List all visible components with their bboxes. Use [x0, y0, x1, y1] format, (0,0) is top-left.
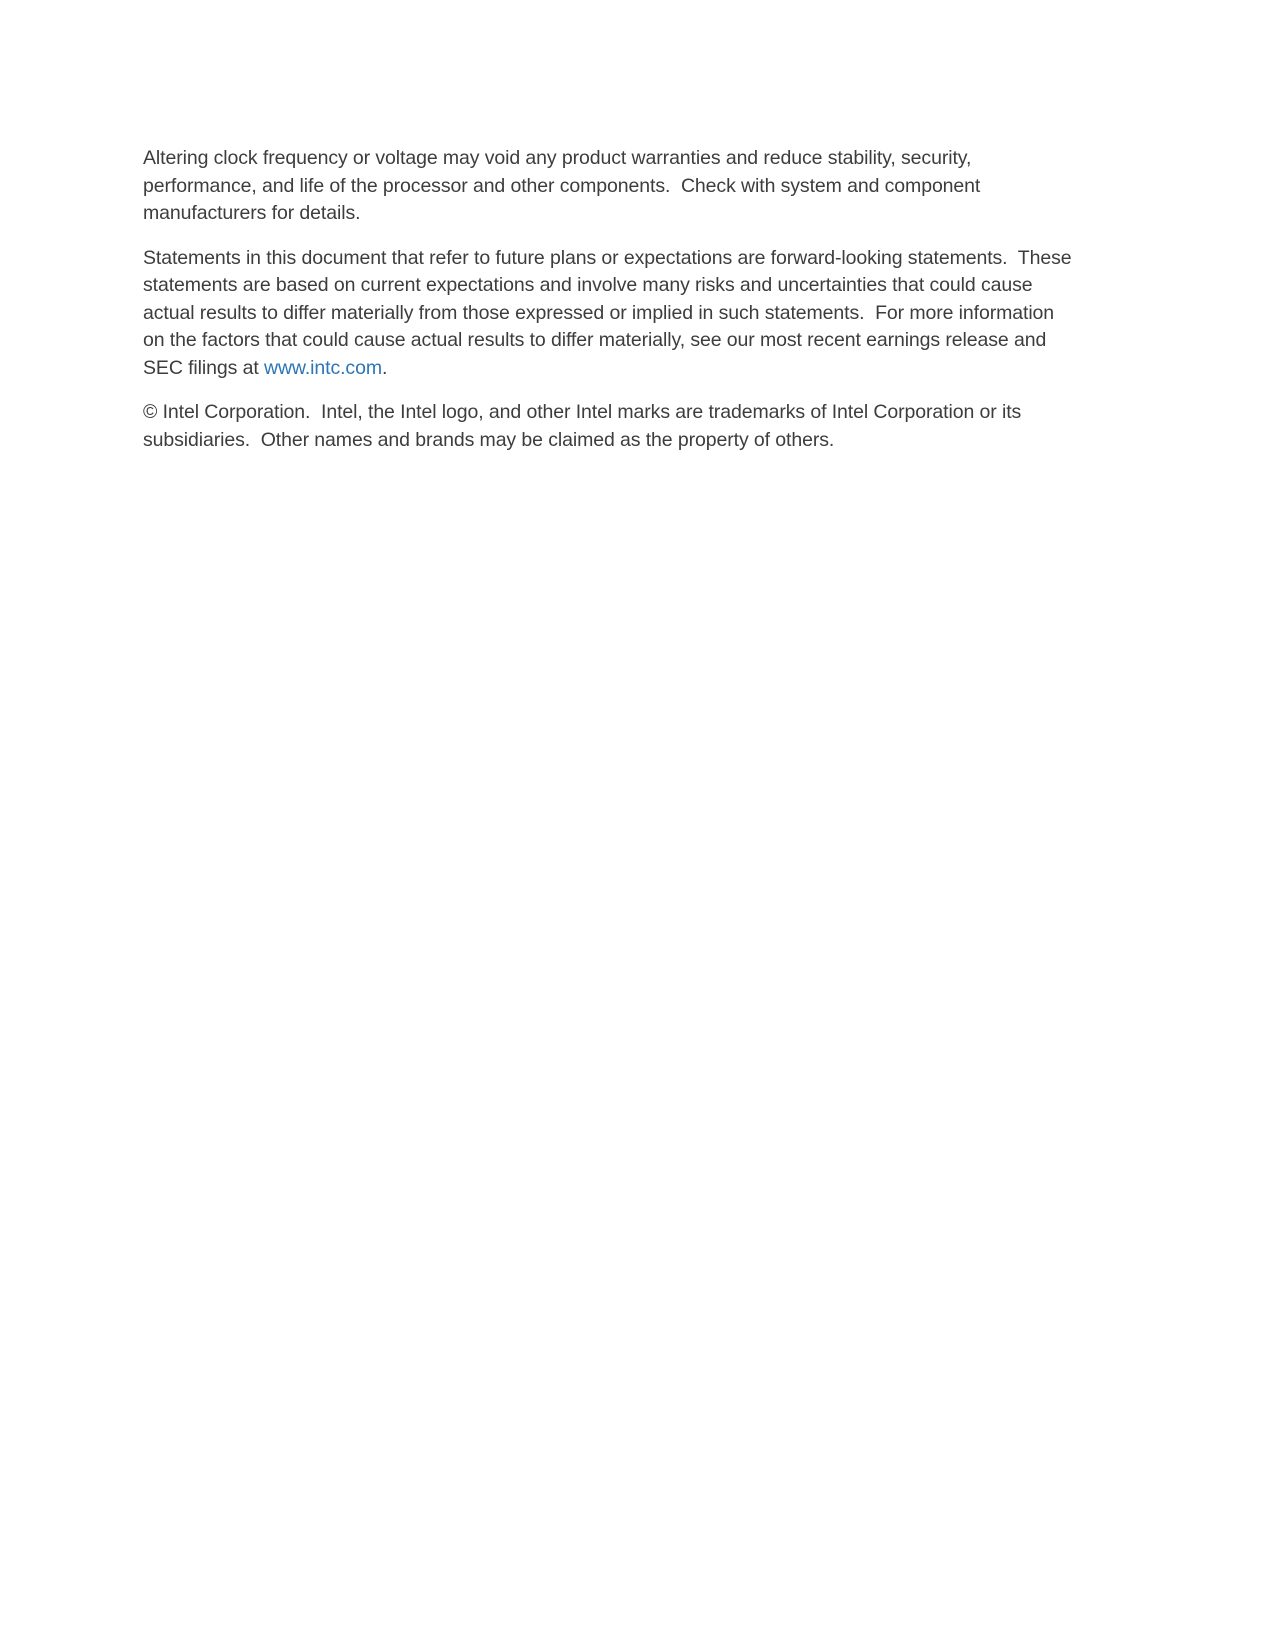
paragraph-warranty-disclaimer: Altering clock frequency or voltage may void any product warranties and reduce stability, security, performance, and life of the processor and other components. Check with system and component manufacturers for details.: [143, 147, 986, 224]
document-body: [143, 145, 1075, 454]
forward-looking-text: Statements in this document that refer to future plans or expectations are forward-looking statements. These statements are based on current expectations and involve many risks and uncertainties that could cause actual results to differ materially from those expressed or implied in such statements. For more information on the factors that could cause actual results to differ materially, see our most recent earnings release and SEC filings at: [143, 246, 1077, 379]
paragraph-copyright-trademark: © Intel Corporation. Intel, the Intel logo, and other Intel marks are trademarks of Intel Corporation or its subsidiaries. Other names and brands may be claimed as the property of others.: [143, 401, 1027, 451]
intc-website-link[interactable]: www.intc.com: [263, 356, 382, 379]
sentence-period: .: [381, 356, 388, 379]
paragraph-forward-looking-statements: [143, 245, 1075, 383]
